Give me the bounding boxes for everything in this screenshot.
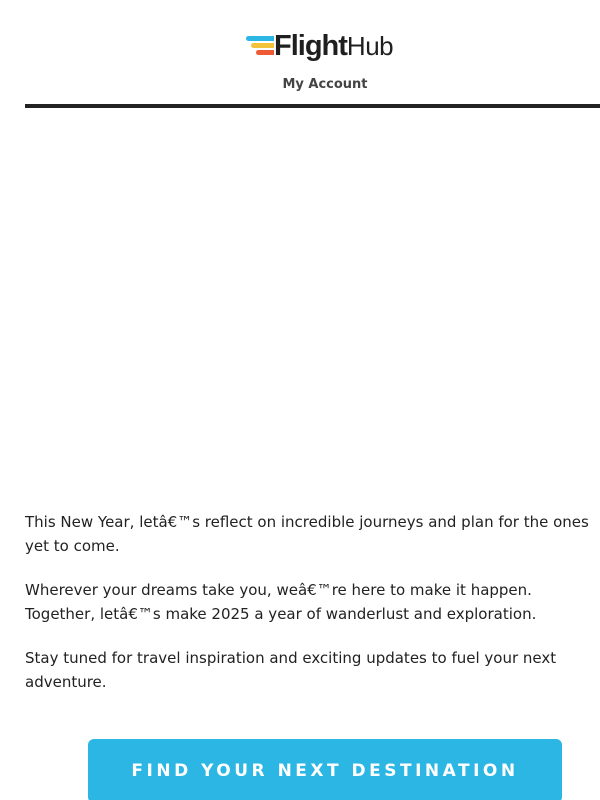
logo-text-flight: Flight [274,30,347,62]
logo-text-hub: Hub [346,31,394,61]
logo-stripe-orange [256,50,274,55]
body-paragraph-stay-tuned: Stay tuned for travel inspiration and exciting updates to fuel your next adventure. [25,649,557,691]
body-paragraph-reflect: This New Year, letâ€™s reflect on incredible journeys and plan for the ones yet to come. [25,513,589,555]
my-account-link[interactable]: My Account [282,77,368,92]
find-destination-button[interactable]: FIND YOUR NEXT DESTINATION [88,739,562,800]
logo-stripe-blue [246,36,274,41]
logo-stripe-yellow [251,43,274,48]
email-header [0,0,600,104]
email-body [25,510,597,714]
flighthub-logo-icon [246,34,274,58]
body-paragraph-dreams: Wherever your dreams take you, weâ€™re here to make it happen. Together, letâ€™s make 2025 a year of wanderlust and exploration. [25,581,537,623]
hero-image-area [25,108,600,498]
flighthub-logo[interactable] [246,30,393,62]
